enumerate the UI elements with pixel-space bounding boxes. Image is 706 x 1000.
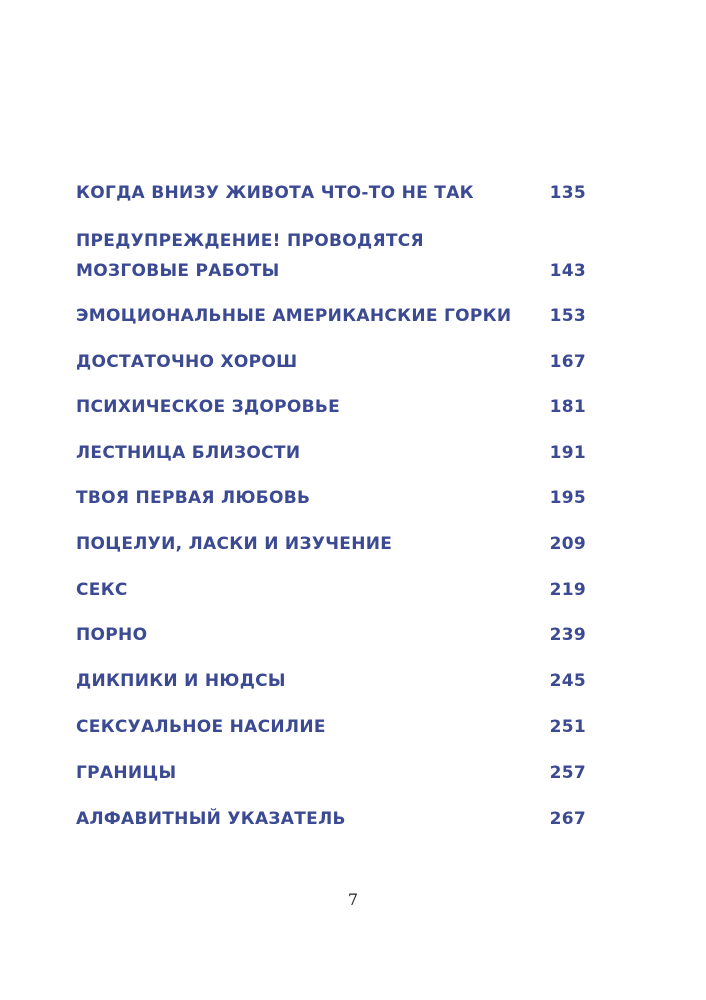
toc-entry-page: 267 (549, 809, 586, 829)
toc-entry-page: 245 (549, 671, 586, 691)
toc-entry-title-line2: МОЗГОВЫЕ РАБОТЫ (76, 261, 280, 281)
toc-entry-title: ПРЕДУПРЕЖДЕНИЕ! ПРОВОДЯТСЯ (76, 231, 424, 251)
toc-entry-page: 135 (549, 183, 586, 203)
toc-entry-title: СЕКС (76, 580, 128, 600)
toc-entry[interactable] (76, 758, 586, 788)
toc-entry-title: ПОРНО (76, 625, 148, 645)
toc-entry-page: 195 (549, 488, 586, 508)
toc-entry[interactable] (76, 575, 586, 605)
toc-entry-title: ЭМОЦИОНАЛЬНЫЕ АМЕРИКАНСКИЕ ГОРКИ (76, 306, 512, 326)
toc-entry-page: 167 (549, 352, 586, 372)
toc-entry-page: 181 (549, 397, 586, 417)
toc-entry-page: 143 (549, 261, 586, 281)
toc-entry-title: КОГДА ВНИЗУ ЖИВОТА ЧТО-ТО НЕ ТАК (76, 183, 474, 203)
toc-entry-title: ПСИХИЧЕСКОЕ ЗДОРОВЬЕ (76, 397, 341, 417)
toc-entry-title: ПОЦЕЛУИ, ЛАСКИ И ИЗУЧЕНИЕ (76, 534, 393, 554)
toc-entry-page: 219 (549, 580, 586, 600)
page-number: 7 (347, 890, 359, 909)
toc-entry[interactable] (76, 712, 586, 742)
toc-entry-title: АЛФАВИТНЫЙ УКАЗАТЕЛЬ (76, 809, 346, 829)
toc-entry[interactable] (76, 620, 586, 650)
toc-entry-page: 251 (549, 717, 586, 737)
toc-entry[interactable] (76, 804, 586, 834)
toc-entry[interactable] (76, 392, 586, 422)
toc-entry[interactable] (76, 666, 586, 696)
toc-entry-title: ЛЕСТНИЦА БЛИЗОСТИ (76, 443, 301, 463)
toc-entry-title: СЕКСУАЛЬНОЕ НАСИЛИЕ (76, 717, 326, 737)
toc-entry[interactable] (76, 301, 586, 331)
toc-entry[interactable] (76, 529, 586, 559)
toc-entry-page: 239 (549, 625, 586, 645)
toc-entry[interactable] (76, 483, 586, 513)
toc-entry-title: ДОСТАТОЧНО ХОРОШ (76, 352, 298, 372)
toc-entry[interactable] (76, 347, 586, 377)
toc-entry-page: 209 (549, 534, 586, 554)
toc-entry-title: ДИКПИКИ И НЮДСЫ (76, 671, 286, 691)
toc-entry-title: ТВОЯ ПЕРВАЯ ЛЮБОВЬ (76, 488, 311, 508)
toc-entry-page: 257 (549, 763, 586, 783)
toc-entry-title: ГРАНИЦЫ (76, 763, 177, 783)
toc-entry-page: 153 (549, 306, 586, 326)
toc-entry[interactable] (76, 438, 586, 468)
toc-entry[interactable] (76, 226, 586, 286)
toc-entry-page: 191 (549, 443, 586, 463)
toc-entry[interactable] (76, 178, 586, 208)
